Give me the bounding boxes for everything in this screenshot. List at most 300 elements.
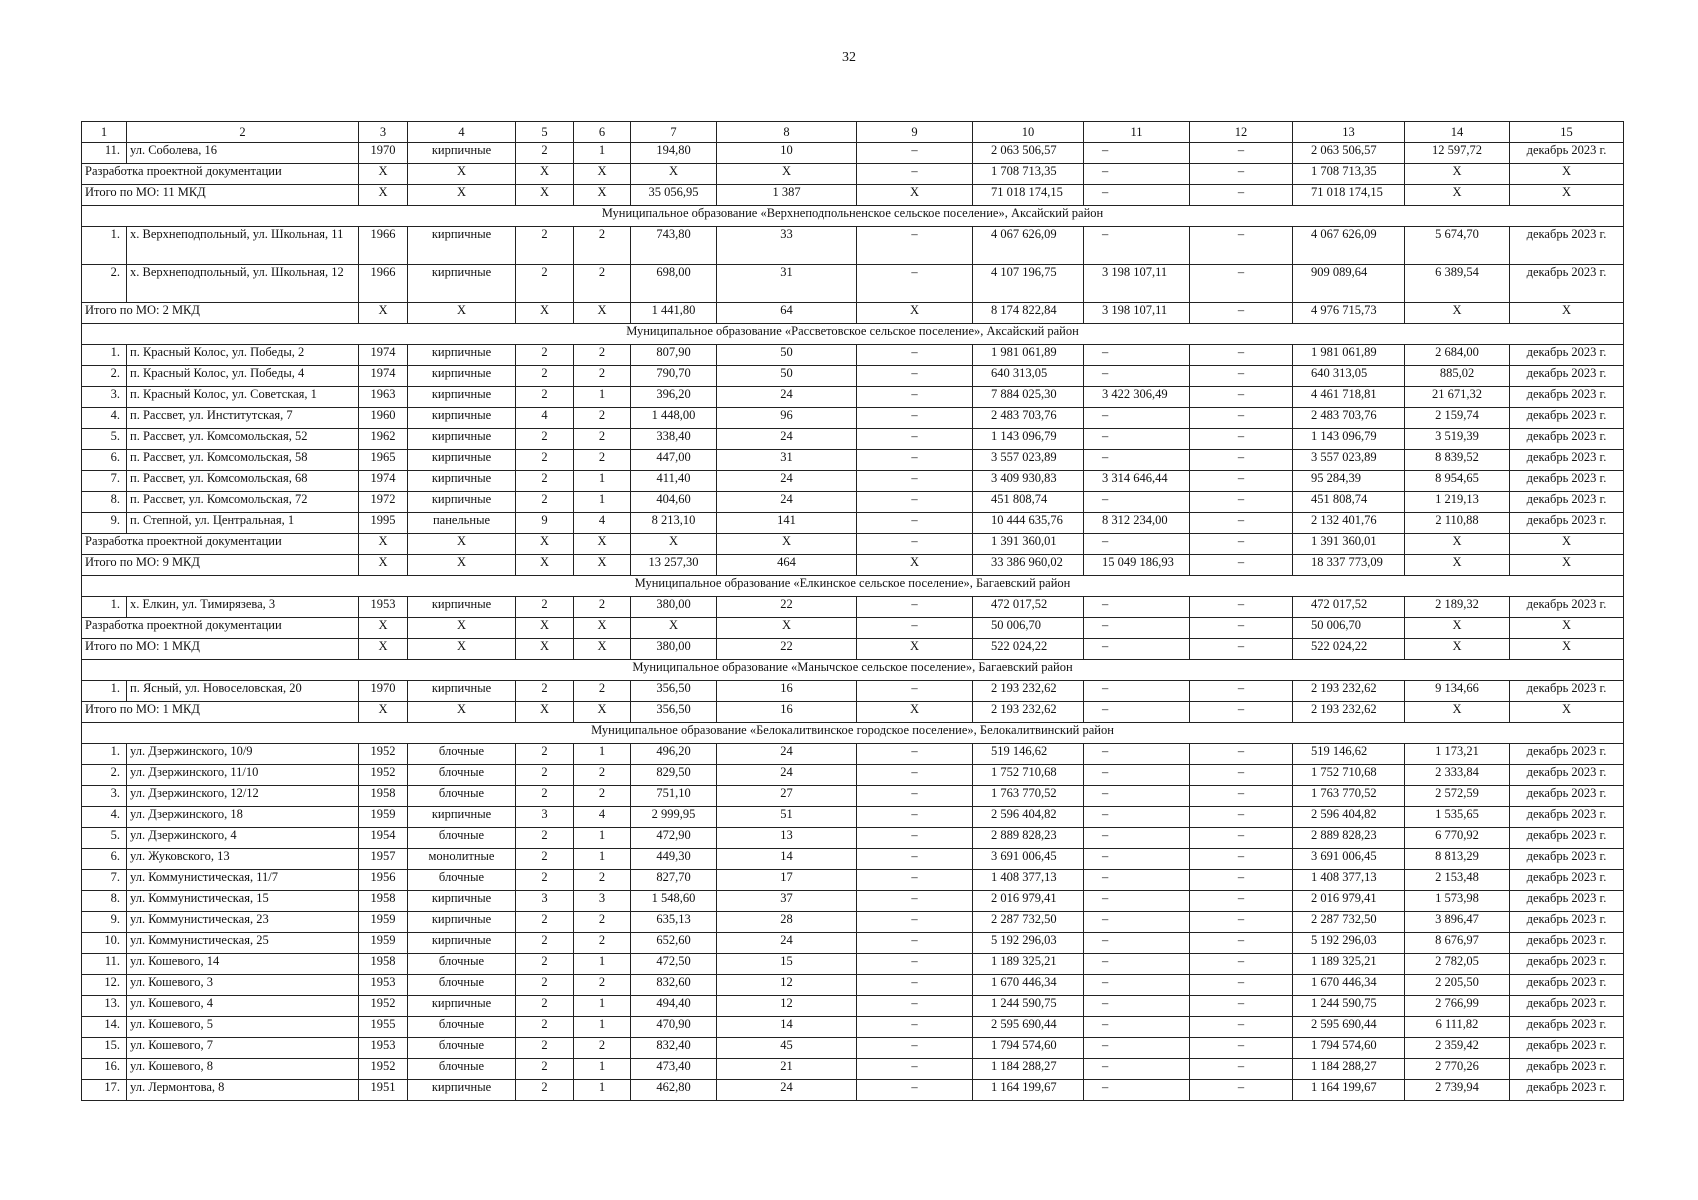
year-cell: 1954 xyxy=(359,828,408,849)
floors-cell: 2 xyxy=(516,870,574,891)
entrances-cell: 4 xyxy=(574,513,631,534)
total-cost-cell: 2 287 732,50 xyxy=(973,912,1084,933)
column-number-header: 15 xyxy=(1510,122,1624,143)
address-cell: ул. Коммунистическая, 23 xyxy=(127,912,359,933)
address-cell: ул. Дзержинского, 11/10 xyxy=(127,765,359,786)
deadline-cell: декабрь 2023 г. xyxy=(1510,681,1624,702)
column-number-header: 6 xyxy=(574,122,631,143)
summary-cell: X xyxy=(359,639,408,660)
summary-cell: – xyxy=(857,534,973,555)
total-cost-cell: 1 763 770,52 xyxy=(973,786,1084,807)
building-row xyxy=(82,996,1624,1017)
building-row xyxy=(82,1017,1624,1038)
wall-material-cell: кирпичные xyxy=(408,912,516,933)
building-row xyxy=(82,681,1624,702)
col11-cell: – xyxy=(1084,954,1190,975)
building-row xyxy=(82,429,1624,450)
col13-cost-cell: 1 244 590,75 xyxy=(1293,996,1405,1017)
col11-cell: – xyxy=(1084,1080,1190,1101)
column-number-header: 5 xyxy=(516,122,574,143)
area-cell: 411,40 xyxy=(631,471,717,492)
building-row xyxy=(82,408,1624,429)
col13-cost-cell: 1 408 377,13 xyxy=(1293,870,1405,891)
year-cell: 1952 xyxy=(359,1059,408,1080)
total-cost-cell: 2 595 690,44 xyxy=(973,1017,1084,1038)
row-index: 1. xyxy=(82,681,127,702)
summary-cell: 13 257,30 xyxy=(631,555,717,576)
column-number-header: 14 xyxy=(1405,122,1510,143)
year-cell: 1959 xyxy=(359,912,408,933)
col9-cell: – xyxy=(857,975,973,996)
deadline-cell: декабрь 2023 г. xyxy=(1510,597,1624,618)
summary-cell: 22 xyxy=(717,639,857,660)
unit-cost-cell: 21 671,32 xyxy=(1405,387,1510,408)
building-row xyxy=(82,912,1624,933)
summary-label: Итого по МО: 9 МКД xyxy=(82,555,359,576)
entrances-cell: 1 xyxy=(574,828,631,849)
total-cost-cell: 2 193 232,62 xyxy=(973,681,1084,702)
unit-cost-cell: 1 573,98 xyxy=(1405,891,1510,912)
wall-material-cell: кирпичные xyxy=(408,807,516,828)
col9-cell: – xyxy=(857,1080,973,1101)
summary-cell: X xyxy=(408,639,516,660)
wall-material-cell: монолитные xyxy=(408,849,516,870)
summary-row xyxy=(82,534,1624,555)
total-cost-cell: 1 408 377,13 xyxy=(973,870,1084,891)
total-cost-cell: 4 107 196,75 xyxy=(973,265,1084,303)
col9-cell: – xyxy=(857,996,973,1017)
column-number-header: 3 xyxy=(359,122,408,143)
summary-cell: X xyxy=(1405,639,1510,660)
col13-cost-cell: 2 595 690,44 xyxy=(1293,1017,1405,1038)
wall-material-cell: блочные xyxy=(408,870,516,891)
total-cost-cell: 7 884 025,30 xyxy=(973,387,1084,408)
row-index: 1. xyxy=(82,227,127,265)
unit-cost-cell: 885,02 xyxy=(1405,366,1510,387)
building-row xyxy=(82,366,1624,387)
year-cell: 1970 xyxy=(359,143,408,164)
col9-cell: – xyxy=(857,366,973,387)
entrances-cell: 1 xyxy=(574,387,631,408)
col9-cell: – xyxy=(857,265,973,303)
municipality-title: Муниципальное образование «Манычское сельское поселение», Багаевский район xyxy=(82,660,1624,681)
unit-cost-cell: 2 684,00 xyxy=(1405,345,1510,366)
area-cell: 472,90 xyxy=(631,828,717,849)
summary-row xyxy=(82,639,1624,660)
unit-cost-cell: 1 173,21 xyxy=(1405,744,1510,765)
area-cell: 194,80 xyxy=(631,143,717,164)
summary-cell: X xyxy=(574,303,631,324)
year-cell: 1958 xyxy=(359,786,408,807)
summary-cell: – xyxy=(857,618,973,639)
residents-cell: 24 xyxy=(717,471,857,492)
entrances-cell: 2 xyxy=(574,870,631,891)
address-cell: п. Рассвет, ул. Комсомольская, 72 xyxy=(127,492,359,513)
year-cell: 1995 xyxy=(359,513,408,534)
summary-cell: – xyxy=(1190,618,1293,639)
col12-cell: – xyxy=(1190,471,1293,492)
col9-cell: – xyxy=(857,143,973,164)
summary-cell: – xyxy=(1084,639,1190,660)
summary-cell: X xyxy=(359,303,408,324)
summary-cell: 1 391 360,01 xyxy=(1293,534,1405,555)
address-cell: х. Верхнеподпольный, ул. Школьная, 11 xyxy=(127,227,359,265)
row-index: 5. xyxy=(82,429,127,450)
residents-cell: 50 xyxy=(717,366,857,387)
summary-cell: X xyxy=(1510,185,1624,206)
col13-cost-cell: 2 132 401,76 xyxy=(1293,513,1405,534)
building-row xyxy=(82,933,1624,954)
year-cell: 1958 xyxy=(359,891,408,912)
year-cell: 1955 xyxy=(359,1017,408,1038)
summary-cell: 2 193 232,62 xyxy=(1293,702,1405,723)
year-cell: 1963 xyxy=(359,387,408,408)
col11-cell: – xyxy=(1084,1059,1190,1080)
col13-cost-cell: 1 143 096,79 xyxy=(1293,429,1405,450)
deadline-cell: декабрь 2023 г. xyxy=(1510,933,1624,954)
unit-cost-cell: 2 153,48 xyxy=(1405,870,1510,891)
housing-repair-table xyxy=(81,121,1624,1101)
col9-cell: – xyxy=(857,933,973,954)
residents-cell: 24 xyxy=(717,1080,857,1101)
summary-label: Итого по МО: 1 МКД xyxy=(82,702,359,723)
wall-material-cell: кирпичные xyxy=(408,891,516,912)
entrances-cell: 2 xyxy=(574,786,631,807)
total-cost-cell: 10 444 635,76 xyxy=(973,513,1084,534)
col12-cell: – xyxy=(1190,807,1293,828)
residents-cell: 15 xyxy=(717,954,857,975)
col12-cell: – xyxy=(1190,828,1293,849)
floors-cell: 9 xyxy=(516,513,574,534)
residents-cell: 31 xyxy=(717,450,857,471)
floors-cell: 2 xyxy=(516,744,574,765)
wall-material-cell: кирпичные xyxy=(408,387,516,408)
floors-cell: 2 xyxy=(516,912,574,933)
floors-cell: 2 xyxy=(516,1059,574,1080)
residents-cell: 10 xyxy=(717,143,857,164)
col12-cell: – xyxy=(1190,408,1293,429)
col12-cell: – xyxy=(1190,1038,1293,1059)
wall-material-cell: блочные xyxy=(408,975,516,996)
entrances-cell: 2 xyxy=(574,765,631,786)
deadline-cell: декабрь 2023 г. xyxy=(1510,849,1624,870)
building-row xyxy=(82,143,1624,164)
floors-cell: 2 xyxy=(516,849,574,870)
residents-cell: 50 xyxy=(717,345,857,366)
summary-cell: X xyxy=(1510,702,1624,723)
building-row xyxy=(82,828,1624,849)
col9-cell: – xyxy=(857,1059,973,1080)
col12-cell: – xyxy=(1190,933,1293,954)
col9-cell: – xyxy=(857,1017,973,1038)
col13-cost-cell: 2 016 979,41 xyxy=(1293,891,1405,912)
summary-cell: 33 386 960,02 xyxy=(973,555,1084,576)
floors-cell: 2 xyxy=(516,786,574,807)
summary-cell: 50 006,70 xyxy=(1293,618,1405,639)
wall-material-cell: кирпичные xyxy=(408,408,516,429)
wall-material-cell: кирпичные xyxy=(408,996,516,1017)
entrances-cell: 2 xyxy=(574,912,631,933)
summary-cell: – xyxy=(1084,164,1190,185)
col12-cell: – xyxy=(1190,345,1293,366)
deadline-cell: декабрь 2023 г. xyxy=(1510,265,1624,303)
year-cell: 1966 xyxy=(359,265,408,303)
year-cell: 1957 xyxy=(359,849,408,870)
summary-cell: – xyxy=(1190,702,1293,723)
row-index: 4. xyxy=(82,408,127,429)
summary-cell: X xyxy=(516,639,574,660)
summary-cell: X xyxy=(408,702,516,723)
unit-cost-cell: 2 205,50 xyxy=(1405,975,1510,996)
address-cell: ул. Коммунистическая, 25 xyxy=(127,933,359,954)
year-cell: 1951 xyxy=(359,1080,408,1101)
residents-cell: 96 xyxy=(717,408,857,429)
summary-cell: X xyxy=(631,164,717,185)
entrances-cell: 1 xyxy=(574,1080,631,1101)
area-cell: 472,50 xyxy=(631,954,717,975)
summary-cell: X xyxy=(1510,618,1624,639)
entrances-cell: 2 xyxy=(574,597,631,618)
residents-cell: 141 xyxy=(717,513,857,534)
residents-cell: 27 xyxy=(717,786,857,807)
unit-cost-cell: 8 954,65 xyxy=(1405,471,1510,492)
deadline-cell: декабрь 2023 г. xyxy=(1510,996,1624,1017)
column-number-header: 2 xyxy=(127,122,359,143)
deadline-cell: декабрь 2023 г. xyxy=(1510,366,1624,387)
row-index: 2. xyxy=(82,265,127,303)
summary-cell: 8 174 822,84 xyxy=(973,303,1084,324)
deadline-cell: декабрь 2023 г. xyxy=(1510,143,1624,164)
col13-cost-cell: 1 763 770,52 xyxy=(1293,786,1405,807)
col11-cell: – xyxy=(1084,891,1190,912)
summary-cell: X xyxy=(857,702,973,723)
building-row xyxy=(82,1080,1624,1101)
summary-cell: X xyxy=(408,303,516,324)
unit-cost-cell: 2 770,26 xyxy=(1405,1059,1510,1080)
unit-cost-cell: 5 674,70 xyxy=(1405,227,1510,265)
summary-cell: 522 024,22 xyxy=(1293,639,1405,660)
col12-cell: – xyxy=(1190,954,1293,975)
summary-cell: – xyxy=(857,164,973,185)
summary-cell: X xyxy=(516,164,574,185)
summary-label: Разработка проектной документации xyxy=(82,164,359,185)
summary-cell: 356,50 xyxy=(631,702,717,723)
summary-cell: X xyxy=(574,639,631,660)
wall-material-cell: кирпичные xyxy=(408,492,516,513)
col9-cell: – xyxy=(857,681,973,702)
total-cost-cell: 1 794 574,60 xyxy=(973,1038,1084,1059)
col12-cell: – xyxy=(1190,265,1293,303)
row-index: 17. xyxy=(82,1080,127,1101)
residents-cell: 13 xyxy=(717,828,857,849)
residents-cell: 24 xyxy=(717,429,857,450)
total-cost-cell: 3 691 006,45 xyxy=(973,849,1084,870)
summary-cell: X xyxy=(359,618,408,639)
row-index: 11. xyxy=(82,954,127,975)
unit-cost-cell: 2 110,88 xyxy=(1405,513,1510,534)
summary-cell: – xyxy=(1084,618,1190,639)
summary-label: Итого по МО: 11 МКД xyxy=(82,185,359,206)
col11-cell: – xyxy=(1084,366,1190,387)
address-cell: ул. Коммунистическая, 11/7 xyxy=(127,870,359,891)
col12-cell: – xyxy=(1190,227,1293,265)
wall-material-cell: кирпичные xyxy=(408,429,516,450)
col9-cell: – xyxy=(857,786,973,807)
col13-cost-cell: 472 017,52 xyxy=(1293,597,1405,618)
unit-cost-cell: 9 134,66 xyxy=(1405,681,1510,702)
row-index: 4. xyxy=(82,807,127,828)
summary-cell: X xyxy=(516,534,574,555)
residents-cell: 24 xyxy=(717,492,857,513)
col12-cell: – xyxy=(1190,513,1293,534)
summary-cell: – xyxy=(1190,534,1293,555)
residents-cell: 22 xyxy=(717,597,857,618)
col12-cell: – xyxy=(1190,975,1293,996)
summary-cell: X xyxy=(857,185,973,206)
building-row xyxy=(82,744,1624,765)
summary-cell: X xyxy=(1510,534,1624,555)
unit-cost-cell: 3 519,39 xyxy=(1405,429,1510,450)
floors-cell: 2 xyxy=(516,227,574,265)
address-cell: ул. Жуковского, 13 xyxy=(127,849,359,870)
col11-cell: – xyxy=(1084,744,1190,765)
column-number-header: 13 xyxy=(1293,122,1405,143)
area-cell: 698,00 xyxy=(631,265,717,303)
unit-cost-cell: 2 766,99 xyxy=(1405,996,1510,1017)
wall-material-cell: кирпичные xyxy=(408,471,516,492)
summary-cell: X xyxy=(857,555,973,576)
deadline-cell: декабрь 2023 г. xyxy=(1510,891,1624,912)
unit-cost-cell: 2 333,84 xyxy=(1405,765,1510,786)
deadline-cell: декабрь 2023 г. xyxy=(1510,912,1624,933)
col11-cell: – xyxy=(1084,870,1190,891)
column-number-header: 9 xyxy=(857,122,973,143)
building-row xyxy=(82,387,1624,408)
summary-cell: X xyxy=(1510,303,1624,324)
floors-cell: 2 xyxy=(516,681,574,702)
entrances-cell: 2 xyxy=(574,265,631,303)
area-cell: 470,90 xyxy=(631,1017,717,1038)
summary-row xyxy=(82,555,1624,576)
unit-cost-cell: 6 389,54 xyxy=(1405,265,1510,303)
wall-material-cell: блочные xyxy=(408,828,516,849)
unit-cost-cell: 2 572,59 xyxy=(1405,786,1510,807)
year-cell: 1974 xyxy=(359,345,408,366)
year-cell: 1958 xyxy=(359,954,408,975)
col13-cost-cell: 2 596 404,82 xyxy=(1293,807,1405,828)
wall-material-cell: блочные xyxy=(408,1038,516,1059)
col11-cell: – xyxy=(1084,429,1190,450)
column-number-header: 1 xyxy=(82,122,127,143)
deadline-cell: декабрь 2023 г. xyxy=(1510,408,1624,429)
col12-cell: – xyxy=(1190,366,1293,387)
summary-cell: 522 024,22 xyxy=(973,639,1084,660)
deadline-cell: декабрь 2023 г. xyxy=(1510,786,1624,807)
residents-cell: 31 xyxy=(717,265,857,303)
address-cell: п. Ясный, ул. Новоселовская, 20 xyxy=(127,681,359,702)
summary-cell: X xyxy=(717,534,857,555)
area-cell: 832,60 xyxy=(631,975,717,996)
summary-row xyxy=(82,164,1624,185)
col11-cell: – xyxy=(1084,912,1190,933)
summary-cell: X xyxy=(359,534,408,555)
entrances-cell: 4 xyxy=(574,807,631,828)
floors-cell: 2 xyxy=(516,387,574,408)
col11-cell: – xyxy=(1084,1038,1190,1059)
summary-cell: X xyxy=(1405,702,1510,723)
deadline-cell: декабрь 2023 г. xyxy=(1510,954,1624,975)
wall-material-cell: блочные xyxy=(408,1059,516,1080)
municipality-section-row xyxy=(82,206,1624,227)
area-cell: 396,20 xyxy=(631,387,717,408)
total-cost-cell: 3 409 930,83 xyxy=(973,471,1084,492)
summary-cell: – xyxy=(1084,702,1190,723)
wall-material-cell: блочные xyxy=(408,765,516,786)
col11-cell: – xyxy=(1084,765,1190,786)
summary-cell: 3 198 107,11 xyxy=(1084,303,1190,324)
wall-material-cell: кирпичные xyxy=(408,933,516,954)
entrances-cell: 2 xyxy=(574,227,631,265)
area-cell: 449,30 xyxy=(631,849,717,870)
year-cell: 1953 xyxy=(359,1038,408,1059)
entrances-cell: 2 xyxy=(574,975,631,996)
summary-cell: X xyxy=(1405,164,1510,185)
column-number-header-row xyxy=(82,122,1624,143)
residents-cell: 45 xyxy=(717,1038,857,1059)
col9-cell: – xyxy=(857,387,973,408)
residents-cell: 33 xyxy=(717,227,857,265)
col13-cost-cell: 1 184 288,27 xyxy=(1293,1059,1405,1080)
area-cell: 635,13 xyxy=(631,912,717,933)
col11-cell: – xyxy=(1084,492,1190,513)
col12-cell: – xyxy=(1190,429,1293,450)
summary-cell: 1 387 xyxy=(717,185,857,206)
year-cell: 1959 xyxy=(359,933,408,954)
col9-cell: – xyxy=(857,227,973,265)
summary-cell: 18 337 773,09 xyxy=(1293,555,1405,576)
summary-cell: X xyxy=(359,164,408,185)
col12-cell: – xyxy=(1190,1080,1293,1101)
total-cost-cell: 1 189 325,21 xyxy=(973,954,1084,975)
col9-cell: – xyxy=(857,954,973,975)
col9-cell: – xyxy=(857,744,973,765)
summary-cell: X xyxy=(1510,164,1624,185)
area-cell: 2 999,95 xyxy=(631,807,717,828)
col12-cell: – xyxy=(1190,1059,1293,1080)
deadline-cell: декабрь 2023 г. xyxy=(1510,1080,1624,1101)
floors-cell: 3 xyxy=(516,807,574,828)
total-cost-cell: 5 192 296,03 xyxy=(973,933,1084,954)
wall-material-cell: кирпичные xyxy=(408,143,516,164)
summary-cell: X xyxy=(516,702,574,723)
summary-cell: X xyxy=(408,618,516,639)
summary-cell: X xyxy=(516,555,574,576)
address-cell: х. Верхнеподпольный, ул. Школьная, 12 xyxy=(127,265,359,303)
floors-cell: 2 xyxy=(516,954,574,975)
wall-material-cell: блочные xyxy=(408,954,516,975)
area-cell: 404,60 xyxy=(631,492,717,513)
col11-cell: – xyxy=(1084,450,1190,471)
summary-cell: X xyxy=(631,618,717,639)
summary-cell: X xyxy=(574,618,631,639)
wall-material-cell: кирпичные xyxy=(408,366,516,387)
entrances-cell: 1 xyxy=(574,996,631,1017)
summary-cell: X xyxy=(574,185,631,206)
column-number-header: 12 xyxy=(1190,122,1293,143)
col13-cost-cell: 451 808,74 xyxy=(1293,492,1405,513)
col11-cell: – xyxy=(1084,828,1190,849)
address-cell: п. Красный Колос, ул. Победы, 2 xyxy=(127,345,359,366)
